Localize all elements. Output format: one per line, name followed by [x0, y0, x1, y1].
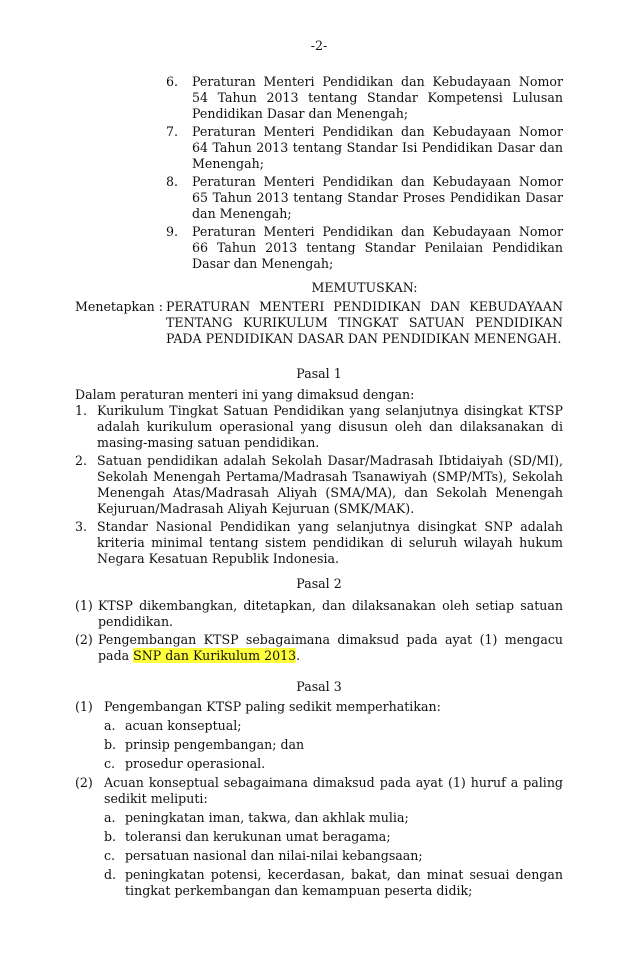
sub-item [104, 737, 563, 753]
sub-item-letter: b. [104, 737, 117, 752]
item-number: 9. [166, 224, 179, 239]
page-number: -2- [310, 38, 328, 53]
sub-item-letter: d. [104, 867, 117, 882]
item-text: Acuan konseptual sebagaimana dimaksud pada ayat (1) huruf a paling sedikit meliputi: [104, 775, 563, 806]
item-text: Standar Nasional Pendidikan yang selanjutnya disingkat SNP adalah kriteria minimal tentang sistem pendidikan di seluruh wilayah hukum Negara Kesatuan Republik Indonesia. [97, 519, 563, 566]
item-text: Peraturan Menteri Pendidikan dan Kebudayaan Nomor 64 Tahun 2013 tentang Standar Isi Pendidikan Dasar dan Menengah; [192, 124, 563, 171]
sub-item-text: peningkatan iman, takwa, dan akhlak mulia; [125, 810, 409, 825]
sub-item-text: acuan konseptual; [125, 718, 242, 733]
item-number: 2. [75, 453, 88, 468]
item-text [98, 632, 563, 664]
item-text: Satuan pendidikan adalah Sekolah Dasar/Madrasah Ibtidaiyah (SD/MI), Sekolah Menengah Pertama/Madrasah Tsanawiyah (SMP/MTs), Sekolah Menengah Atas/Madrasah Aliyah (SMA/MA), dan Sekolah Menengah Kejuruan/Madrasah Aliyah Kejuruan (SMK/MAK). [97, 453, 563, 516]
sub-item [104, 867, 563, 899]
item-text: Kurikulum Tingkat Satuan Pendidikan yang selanjutnya disingkat KTSP adalah kurikulum operasional yang disusun oleh dan dilaksanakan di masing-masing satuan pendidikan. [97, 403, 563, 450]
item-text: Peraturan Menteri Pendidikan dan Kebudayaan Nomor 66 Tahun 2013 tentang Standar Penilaian Pendidikan Dasar dan Menengah; [192, 224, 563, 271]
highlighted-text: SNP dan Kurikulum 2013 [133, 648, 297, 663]
list-item [166, 174, 563, 222]
pasal-2-body [75, 598, 563, 664]
menetapkan-section [75, 299, 563, 347]
list-item [166, 74, 563, 122]
list-item [166, 124, 563, 172]
item-text: KTSP dikembangkan, ditetapkan, dan dilaksanakan oleh setiap satuan pendidikan. [98, 598, 563, 629]
item-number: 1. [75, 403, 88, 418]
sub-item-text: peningkatan potensi, kecerdasan, bakat, dan minat sesuai dengan tingkat perkembangan dan kemampuan peserta didik; [125, 867, 563, 898]
sub-item [104, 718, 563, 734]
sub-item-letter: a. [104, 718, 116, 733]
list-item [75, 598, 563, 630]
menetapkan-text: PERATURAN MENTERI PENDIDIKAN DAN KEBUDAYAAN TENTANG KURIKULUM TINGKAT SATUAN PENDIDIKAN PADA PENDIDIKAN DASAR DAN PENDIDIKAN MENENGAH. [166, 299, 563, 346]
pasal-1-intro: Dalam peraturan menteri ini yang dimaksud dengan: [75, 387, 415, 402]
pasal-1-title: Pasal 1 [296, 366, 342, 381]
list-item [75, 453, 563, 517]
list-item [75, 632, 563, 664]
menetapkan-label: Menetapkan : [75, 299, 164, 314]
list-item [75, 699, 563, 715]
sub-item [104, 810, 563, 826]
item-text: Pengembangan KTSP paling sedikit memperhatikan: [104, 699, 441, 714]
sub-item-letter: b. [104, 829, 117, 844]
sub-item-text: prinsip pengembangan; dan [125, 737, 305, 752]
item-number: (1) [75, 598, 93, 613]
list-item [75, 403, 563, 451]
sub-item-text: toleransi dan kerukunan umat beragama; [125, 829, 391, 844]
consideration-list [166, 74, 563, 274]
list-item [75, 519, 563, 567]
sub-item [104, 829, 563, 845]
list-item [75, 775, 563, 807]
pasal-3-title: Pasal 3 [296, 679, 342, 694]
item-number: 6. [166, 74, 179, 89]
sub-item [104, 756, 563, 772]
list-item [166, 224, 563, 272]
item-number: (2) [75, 632, 93, 647]
sub-item-letter: c. [104, 848, 116, 863]
item-text-end: . [296, 648, 301, 663]
item-number: 8. [166, 174, 179, 189]
sub-item [104, 848, 563, 864]
item-number: (1) [75, 699, 93, 714]
item-text-main: Pengembangan KTSP sebagaimana dimaksud pada ayat (1) mengacu pada [98, 632, 563, 663]
pasal-2-title: Pasal 2 [296, 576, 342, 591]
item-text: Peraturan Menteri Pendidikan dan Kebudayaan Nomor 54 Tahun 2013 tentang Standar Kompetensi Lulusan Pendidikan Dasar dan Menengah; [192, 74, 563, 121]
sub-item-text: persatuan nasional dan nilai-nilai kebangsaan; [125, 848, 423, 863]
pasal-3-body [75, 699, 563, 899]
item-text: Peraturan Menteri Pendidikan dan Kebudayaan Nomor 65 Tahun 2013 tentang Standar Proses Pendidikan Dasar dan Menengah; [192, 174, 563, 221]
sub-item-letter: a. [104, 810, 116, 825]
memutuskan-heading: MEMUTUSKAN: [311, 280, 418, 295]
item-number: (2) [75, 775, 93, 790]
item-number: 7. [166, 124, 179, 139]
sub-item-letter: c. [104, 756, 116, 771]
item-number: 3. [75, 519, 88, 534]
sub-item-text: prosedur operasional. [125, 756, 266, 771]
pasal-1-body [75, 387, 563, 567]
